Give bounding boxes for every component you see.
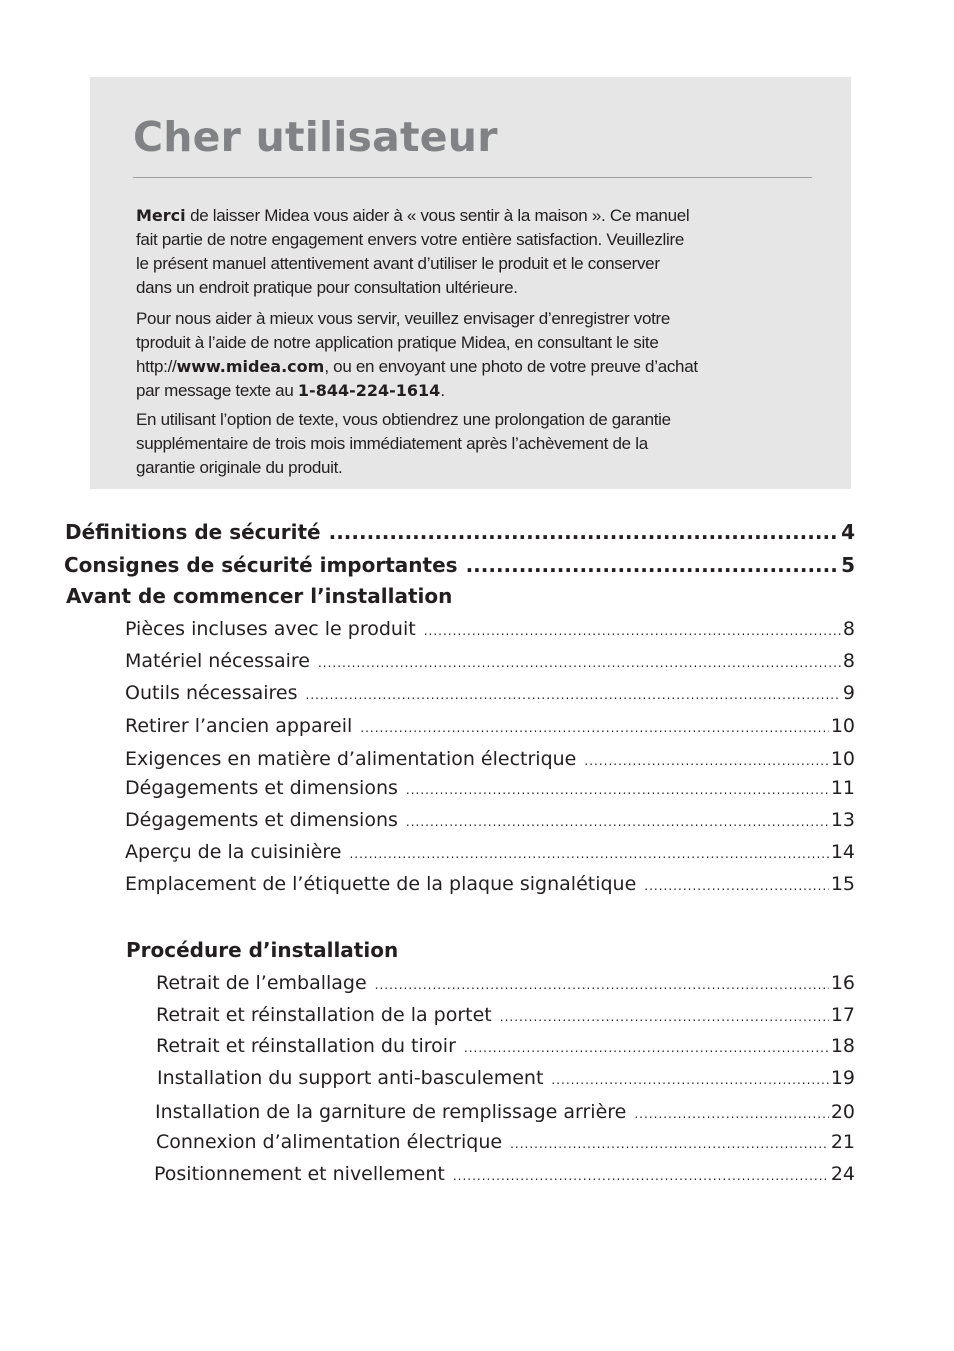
toc-entry[interactable] bbox=[156, 1131, 855, 1153]
text-line: Pour nous aider à mieux vous servir, veuillez envisager d’enregistrer votre bbox=[136, 309, 671, 328]
toc-label: Emplacement de l’étiquette de la plaque signalétique bbox=[125, 873, 637, 895]
toc-label: Pièces incluses avec le produit bbox=[125, 618, 416, 640]
toc-label: Retirer l’ancien appareil bbox=[125, 715, 353, 737]
toc-leader bbox=[551, 1073, 828, 1087]
toc-leader bbox=[349, 847, 828, 861]
toc-label: Définitions de sécurité bbox=[65, 520, 321, 544]
toc-leader bbox=[634, 1107, 828, 1121]
toc-entry[interactable] bbox=[155, 1101, 855, 1123]
section-heading-procedure: Procédure d’installation bbox=[126, 938, 399, 962]
toc-page: 16 bbox=[830, 972, 855, 994]
toc-page: 14 bbox=[830, 841, 855, 863]
website-link[interactable]: www.midea.com bbox=[176, 357, 325, 376]
text-line bbox=[136, 204, 766, 228]
toc-entry[interactable] bbox=[125, 777, 855, 799]
toc-label: Retrait et réinstallation du tiroir bbox=[156, 1035, 456, 1057]
toc-page: 4 bbox=[841, 520, 855, 544]
toc-page: 21 bbox=[830, 1131, 855, 1153]
intro-paragraph-thanks bbox=[136, 204, 766, 300]
toc-leader bbox=[500, 1010, 829, 1024]
toc-page: 8 bbox=[842, 618, 855, 640]
toc-label: Installation de la garniture de remplissage arrière bbox=[155, 1101, 627, 1123]
toc-entry-important-instructions[interactable] bbox=[64, 553, 855, 577]
toc-leader bbox=[375, 978, 829, 992]
toc-page: 17 bbox=[830, 1004, 855, 1026]
toc-leader bbox=[318, 656, 841, 670]
toc-leader bbox=[453, 1169, 829, 1183]
toc-page: 10 bbox=[830, 748, 855, 770]
toc-label: Retrait et réinstallation de la portet bbox=[156, 1004, 492, 1026]
toc-label: Aperçu de la cuisinière bbox=[125, 841, 342, 863]
toc-leader bbox=[360, 721, 829, 735]
toc-page: 9 bbox=[842, 682, 855, 704]
toc-label: Outils nécessaires bbox=[125, 682, 298, 704]
toc-page: 15 bbox=[830, 873, 855, 895]
text-span: . bbox=[440, 381, 445, 400]
toc-page: 13 bbox=[830, 809, 855, 831]
toc-entry[interactable] bbox=[125, 748, 855, 770]
toc-entry[interactable] bbox=[125, 809, 855, 831]
section-heading-before-install: Avant de commencer l’installation bbox=[66, 584, 453, 608]
toc-entry[interactable] bbox=[156, 1035, 855, 1057]
toc-entry[interactable] bbox=[154, 1163, 855, 1185]
toc-leader bbox=[424, 624, 841, 638]
toc-page: 10 bbox=[830, 715, 855, 737]
toc-page: 11 bbox=[830, 777, 855, 799]
toc-label: Matériel nécessaire bbox=[125, 650, 310, 672]
text-line: le présent manuel attentivement avant d’utiliser le produit et le conserver bbox=[136, 254, 660, 273]
intro-box bbox=[90, 77, 851, 489]
toc-leader bbox=[510, 1137, 829, 1151]
title-divider bbox=[133, 177, 812, 178]
toc-label: Positionnement et nivellement bbox=[154, 1163, 445, 1185]
text-line bbox=[136, 379, 796, 403]
text-line bbox=[136, 355, 796, 379]
toc-label: Consignes de sécurité importantes bbox=[64, 553, 458, 577]
page-title: Cher utilisateur bbox=[133, 113, 498, 161]
toc-label: Exigences en matière d’alimentation électrique bbox=[125, 748, 577, 770]
toc-page: 19 bbox=[830, 1067, 855, 1089]
toc-leader bbox=[464, 1041, 829, 1055]
toc-entry[interactable] bbox=[157, 1067, 855, 1089]
toc-entry[interactable] bbox=[125, 715, 855, 737]
toc-page: 20 bbox=[830, 1101, 855, 1123]
text-line: En utilisant l’option de texte, vous obtiendrez une prolongation de garantie bbox=[136, 410, 671, 429]
toc-entry-safety-definitions[interactable] bbox=[65, 520, 855, 544]
toc-page: 5 bbox=[841, 553, 855, 577]
thanks-bold: Merci bbox=[136, 206, 186, 225]
text-span: par message texte au bbox=[136, 381, 298, 400]
toc-page: 24 bbox=[830, 1163, 855, 1185]
toc-entry[interactable] bbox=[125, 618, 855, 640]
text-line: garantie originale du produit. bbox=[136, 458, 343, 477]
toc-label: Dégagements et dimensions bbox=[125, 809, 398, 831]
toc-label: Installation du support anti-basculement bbox=[157, 1067, 544, 1089]
toc-entry[interactable] bbox=[125, 682, 855, 704]
text-span: de laisser Midea vous aider à « vous sentir à la maison ». Ce manuel bbox=[185, 206, 690, 225]
phone-number: 1-844-224-1614 bbox=[297, 381, 441, 400]
intro-paragraph-warranty bbox=[136, 408, 776, 480]
toc-leader bbox=[406, 815, 829, 829]
toc-label: Retrait de l’emballage bbox=[156, 972, 367, 994]
toc-leader bbox=[466, 553, 840, 577]
toc-entry[interactable] bbox=[156, 1004, 855, 1026]
url-prefix: http:// bbox=[136, 357, 177, 376]
toc-leader bbox=[584, 754, 828, 768]
toc-entry[interactable] bbox=[125, 873, 855, 895]
toc-page: 18 bbox=[830, 1035, 855, 1057]
toc-label: Connexion d’alimentation électrique bbox=[156, 1131, 503, 1153]
text-line: dans un endroit pratique pour consultation ultérieure. bbox=[136, 278, 518, 297]
toc-page: 8 bbox=[842, 650, 855, 672]
text-line: fait partie de notre engagement envers votre entière satisfaction. Veuillezlire bbox=[136, 230, 685, 249]
toc-leader bbox=[306, 688, 841, 702]
toc-leader bbox=[329, 520, 839, 544]
text-line: supplémentaire de trois mois immédiatement après l’achèvement de la bbox=[136, 434, 648, 453]
intro-paragraph-register bbox=[136, 307, 796, 403]
toc-entry[interactable] bbox=[125, 650, 855, 672]
text-line: tproduit à l’aide de notre application pratique Midea, en consultant le site bbox=[136, 333, 659, 352]
text-span: , ou en envoyant une photo de votre preuve d’achat bbox=[324, 357, 698, 376]
toc-entry[interactable] bbox=[125, 841, 855, 863]
toc-label: Dégagements et dimensions bbox=[125, 777, 398, 799]
toc-entry[interactable] bbox=[156, 972, 855, 994]
toc-leader bbox=[406, 783, 829, 797]
toc-leader bbox=[644, 879, 829, 893]
